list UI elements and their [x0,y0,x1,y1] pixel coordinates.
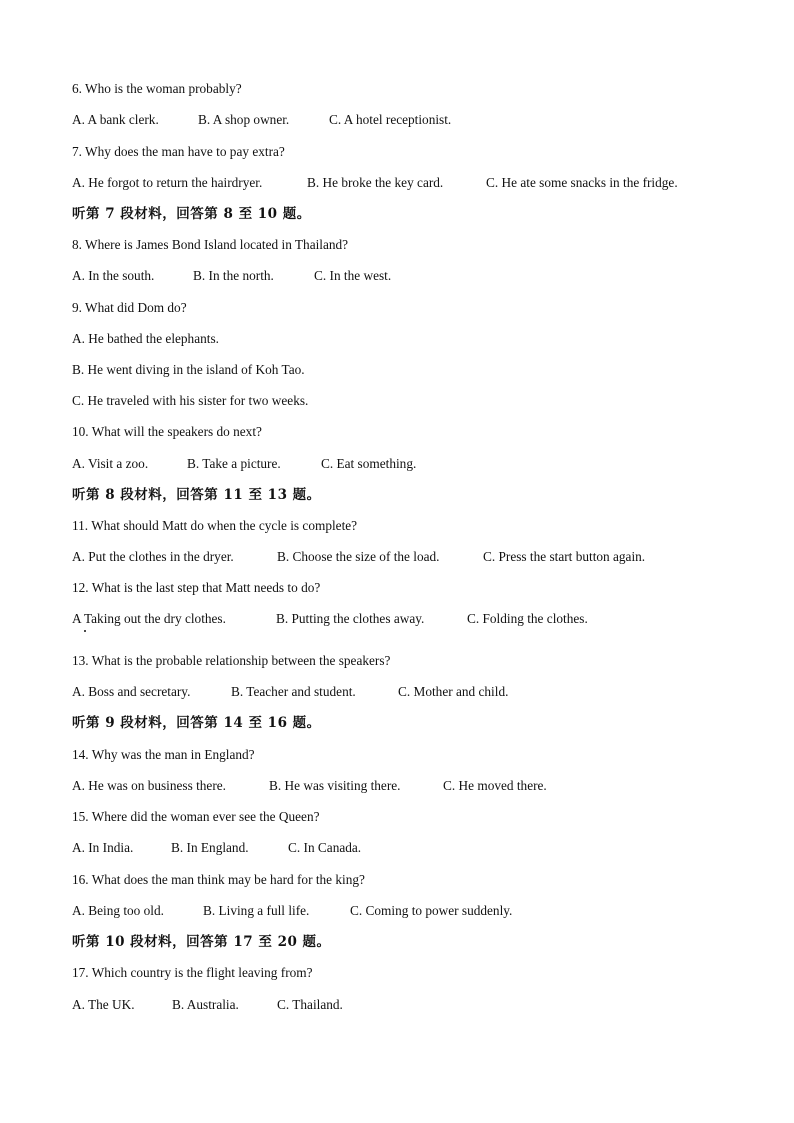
option-c: C. In the west. [314,268,392,283]
option-a: A. Boss and secretary. [72,684,191,699]
options-13 [72,684,508,700]
option-b: B. Australia. [172,997,239,1012]
option-a: A. He was on business there. [72,778,226,793]
question-11: 11. What should Matt do when the cycle is complete? [72,518,358,533]
option-c: C. He moved there. [443,778,547,793]
option-9a: A. He bathed the elephants. [72,331,219,346]
question-6: 6. Who is the woman probably? [72,81,242,96]
options-17 [72,997,343,1013]
question-10: 10. What will the speakers do next? [72,424,262,439]
question-12: 12. What is the last step that Matt needs to do? [72,580,321,595]
option-c: C. Thailand. [277,997,343,1012]
option-a: A. Put the clothes in the dryer. [72,549,234,564]
option-b: B. Take a picture. [187,456,281,471]
option-9c: C. He traveled with his sister for two weeks. [72,393,309,408]
question-9: 9. What did Dom do? [72,300,187,315]
section-heading-7: 听第 7 段材料，回答第 8 至 10 题。 [72,206,311,222]
option-9b: B. He went diving in the island of Koh Tao. [72,362,305,377]
question-17: 17. Which country is the flight leaving from? [72,965,313,980]
option-a: A. Being too old. [72,903,164,918]
option-a: A Taking out the dry clothes. [72,611,226,626]
question-14: 14. Why was the man in England? [72,747,255,762]
options-7 [72,175,678,191]
option-a: A. He forgot to return the hairdryer. [72,175,263,190]
option-b: B. Putting the clothes away. [276,611,425,626]
options-12 [72,611,588,627]
stray-dot [84,630,86,632]
options-10 [72,456,416,472]
option-a: A. Visit a zoo. [72,456,149,471]
options-11 [72,549,645,565]
options-14 [72,778,547,794]
option-a: A. In the south. [72,268,155,283]
option-c: C. Press the start button again. [483,549,646,564]
option-c: C. Eat something. [321,456,417,471]
option-c: C. In Canada. [288,840,362,855]
option-c: C. Mother and child. [398,684,509,699]
question-8: 8. Where is James Bond Island located in Thailand? [72,237,349,252]
question-15: 15. Where did the woman ever see the Queen? [72,809,320,824]
option-b: B. He broke the key card. [307,175,444,190]
option-c: C. A hotel receptionist. [329,112,452,127]
option-b: B. A shop owner. [198,112,290,127]
option-b: B. In the north. [193,268,274,283]
option-a: A. In India. [72,840,134,855]
section-heading-8: 听第 8 段材料，回答第 11 至 13 题。 [72,487,321,503]
option-b: B. Living a full life. [203,903,310,918]
options-6 [72,112,451,128]
section-heading-10: 听第 10 段材料，回答第 17 至 20 题。 [72,934,331,950]
question-13: 13. What is the probable relationship between the speakers? [72,653,391,668]
option-c: C. Coming to power suddenly. [350,903,513,918]
options-8 [72,268,391,284]
options-15 [72,840,361,856]
option-b: B. Choose the size of the load. [277,549,440,564]
option-c: C. Folding the clothes. [467,611,588,626]
option-b: B. Teacher and student. [231,684,356,699]
option-c: C. He ate some snacks in the fridge. [486,175,678,190]
question-16: 16. What does the man think may be hard for the king? [72,872,365,887]
options-16 [72,903,512,919]
option-a: A. The UK. [72,997,135,1012]
section-heading-9: 听第 9 段材料，回答第 14 至 16 题。 [72,715,321,731]
option-a: A. A bank clerk. [72,112,159,127]
option-b: B. In England. [171,840,249,855]
option-b: B. He was visiting there. [269,778,401,793]
question-7: 7. Why does the man have to pay extra? [72,144,285,159]
